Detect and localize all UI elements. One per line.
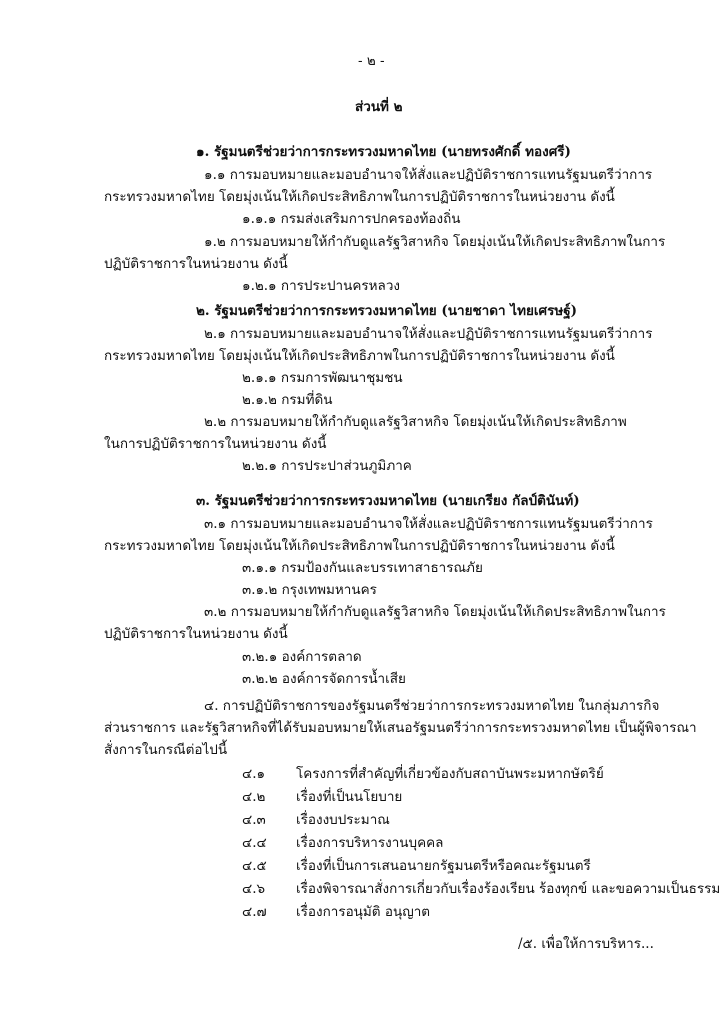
section-3-subitem: ๓.๑.๒ กรุงเทพมหานคร — [242, 582, 377, 598]
section-1-item-1-line-1: ๑.๑ การมอบหมายและมอบอำนาจให้สั่งและปฏิบัติราชการแทนรัฐมนตรีว่าการ — [204, 167, 653, 183]
section-4-item — [242, 765, 604, 783]
section-4-item — [242, 788, 402, 806]
item-number: ๔.๒ — [242, 789, 266, 805]
section-4-item — [242, 834, 443, 852]
section-3-item-2-line-2: ปฏิบัติราชการในหน่วยงาน ดังนี้ — [104, 626, 288, 642]
item-text: เรื่องพิจารณาสั่งการเกี่ยวกับเรื่องร้องเรียน ร้องทุกข์ และขอความเป็นธรรม — [296, 881, 721, 897]
section-1-item-2-line-1: ๑.๒ การมอบหมายให้กำกับดูแลรัฐวิสาหกิจ โดยมุ่งเน้นให้เกิดประสิทธิภาพในการ — [204, 234, 666, 250]
section-4-item — [242, 880, 720, 898]
section-4-item — [242, 857, 591, 875]
item-number: ๔.๑ — [242, 766, 266, 782]
item-text: เรื่องการบริหารงานบุคคล — [296, 835, 444, 851]
section-2-item-2-line-1: ๒.๒ การมอบหมายให้กำกับดูแลรัฐวิสาหกิจ โดยมุ่งเน้นให้เกิดประสิทธิภาพ — [204, 414, 627, 430]
item-text: เรื่องที่เป็นนโยบาย — [296, 789, 403, 805]
section-3-heading: ๓. รัฐมนตรีช่วยว่าการกระทรวงมหาดไทย (นายเกรียง กัลป์ตินันท์) — [196, 493, 580, 509]
section-3-subitem: ๓.๒.๒ องค์การจัดการน้ำเสีย — [242, 671, 406, 687]
section-1-subitem: ๑.๒.๑ การประปานครหลวง — [242, 278, 400, 294]
section-3-item-2-line-1: ๓.๒ การมอบหมายให้กำกับดูแลรัฐวิสาหกิจ โดยมุ่งเน้นให้เกิดประสิทธิภาพในการ — [204, 604, 666, 620]
page-number: - ๒ - — [358, 53, 385, 69]
section-4-line-3: สั่งการในกรณีต่อไปนี้ — [104, 742, 228, 758]
section-4-item — [242, 811, 390, 829]
section-4-line-1: ๔. การปฏิบัติราชการของรัฐมนตรีช่วยว่าการกระทรวงมหาดไทย ในกลุ่มภารกิจ — [204, 698, 660, 714]
part-title: ส่วนที่ ๒ — [355, 99, 403, 115]
section-4-line-2: ส่วนราชการ และรัฐวิสาหกิจที่ได้รับมอบหมายให้เสนอรัฐมนตรีว่าการกระทรวงมหาดไทย เป็นผู้พิจารณา — [104, 720, 697, 736]
section-3-subitem: ๓.๒.๑ องค์การตลาด — [242, 649, 362, 665]
section-1-item-1-line-2: กระทรวงมหาดไทย โดยมุ่งเน้นให้เกิดประสิทธิภาพในการปฏิบัติราชการในหน่วยงาน ดังนี้ — [104, 189, 615, 205]
section-2-item-1-line-2: กระทรวงมหาดไทย โดยมุ่งเน้นให้เกิดประสิทธิภาพในการปฏิบัติราชการในหน่วยงาน ดังนี้ — [104, 348, 615, 364]
section-1-heading: ๑. รัฐมนตรีช่วยว่าการกระทรวงมหาดไทย (นายทรงศักดิ์ ทองศรี) — [196, 144, 571, 160]
section-3-item-1-line-1: ๓.๑ การมอบหมายและมอบอำนาจให้สั่งและปฏิบัติราชการแทนรัฐมนตรีว่าการ — [204, 516, 653, 532]
section-3-item-1-line-2: กระทรวงมหาดไทย โดยมุ่งเน้นให้เกิดประสิทธิภาพในการปฏิบัติราชการในหน่วยงาน ดังนี้ — [104, 538, 615, 554]
item-number: ๔.๕ — [242, 858, 267, 874]
section-2-subitem: ๒.๒.๑ การประปาส่วนภูมิภาค — [242, 458, 412, 474]
continuation-note: /๕. เพื่อให้การบริหาร... — [518, 936, 654, 952]
section-1-item-2-line-2: ปฏิบัติราชการในหน่วยงาน ดังนี้ — [104, 256, 288, 272]
item-text: เรื่องที่เป็นการเสนอนายกรัฐมนตรีหรือคณะรัฐมนตรี — [296, 858, 591, 874]
section-2-item-2-line-2: ในการปฏิบัติราชการในหน่วยงาน ดังนี้ — [104, 436, 327, 452]
section-2-item-1-line-1: ๒.๑ การมอบหมายและมอบอำนาจให้สั่งและปฏิบัติราชการแทนรัฐมนตรีว่าการ — [204, 326, 653, 342]
item-number: ๔.๓ — [242, 812, 266, 828]
item-text: เรื่องการอนุมัติ อนุญาต — [296, 904, 431, 920]
section-1-subitem: ๑.๑.๑ กรมส่งเสริมการปกครองท้องถิ่น — [242, 211, 461, 227]
item-text: เรื่องงบประมาณ — [296, 812, 390, 828]
item-number: ๔.๔ — [242, 835, 267, 851]
section-2-subitem: ๒.๑.๒ กรมที่ดิน — [242, 392, 333, 408]
item-number: ๔.๖ — [242, 881, 266, 897]
item-text: โครงการที่สำคัญที่เกี่ยวข้องกับสถาบันพระมหากษัตริย์ — [296, 766, 604, 782]
section-2-heading: ๒. รัฐมนตรีช่วยว่าการกระทรวงมหาดไทย (นายชาดา ไทยเศรษฐ์) — [196, 303, 578, 319]
section-3-subitem: ๓.๑.๑ กรมป้องกันและบรรเทาสาธารณภัย — [242, 560, 483, 576]
section-2-subitem: ๒.๑.๑ กรมการพัฒนาชุมชน — [242, 370, 403, 386]
section-4-item — [242, 903, 430, 921]
item-number: ๔.๗ — [242, 904, 267, 920]
